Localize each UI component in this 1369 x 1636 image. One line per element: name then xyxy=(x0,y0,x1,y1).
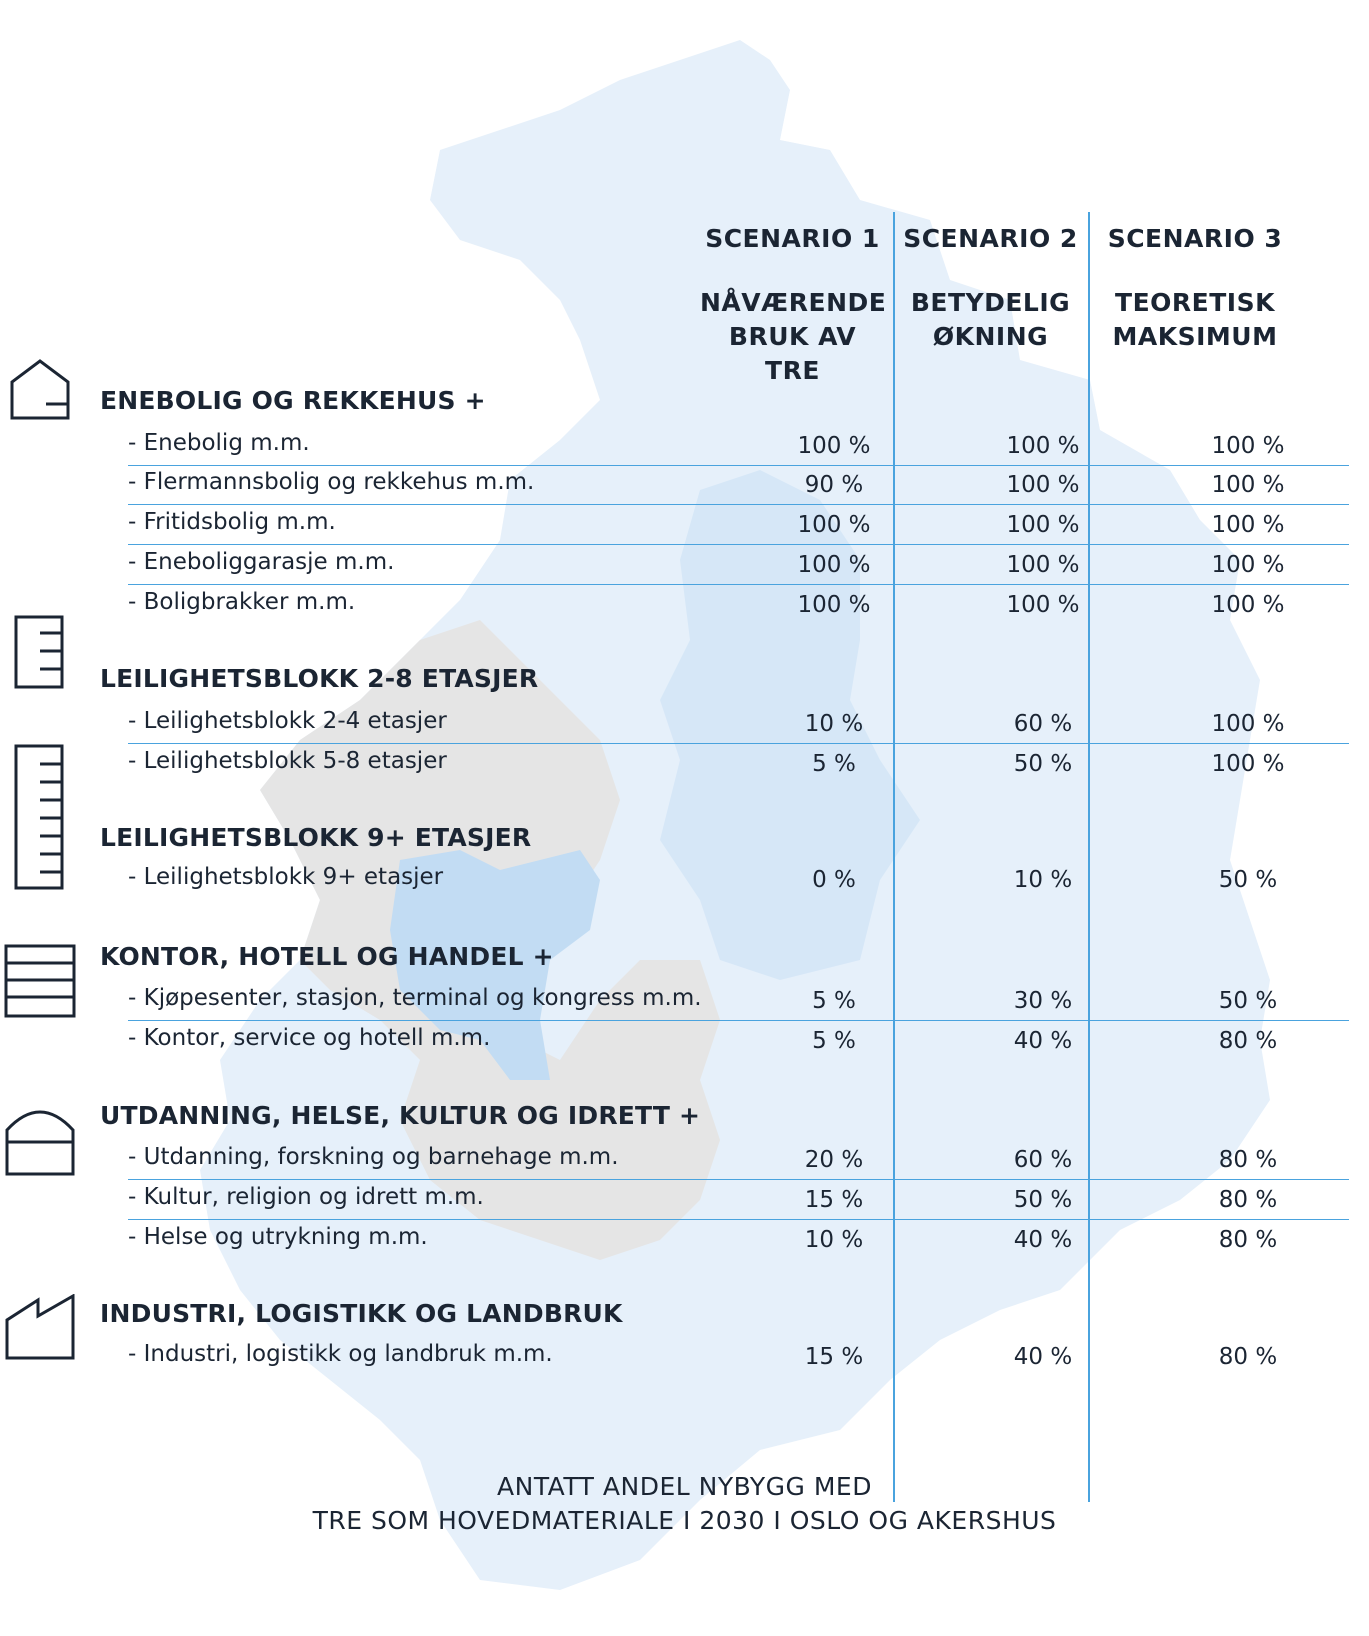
value-scenario-2: 60 % xyxy=(1013,1147,1073,1173)
table-row xyxy=(0,1019,1369,1061)
value-scenario-1: 100 % xyxy=(797,512,871,538)
table-row xyxy=(0,858,1369,900)
category-title-enebolig: ENEBOLIG OG REKKEHUS + xyxy=(100,386,486,415)
row-label: - Eneboliggarasje m.m. xyxy=(128,549,395,575)
house-icon xyxy=(8,358,72,420)
table-row xyxy=(0,742,1369,784)
value-scenario-3: 100 % xyxy=(1211,711,1285,737)
row-label: - Boligbrakker m.m. xyxy=(128,589,356,615)
row-label: - Industri, logistikk og landbruk m.m. xyxy=(128,1341,553,1367)
header-scenario-2 xyxy=(898,224,1083,354)
category-title-utdanning: UTDANNING, HELSE, KULTUR OG IDRETT + xyxy=(100,1101,701,1130)
table-row xyxy=(0,1138,1369,1180)
scenario-3-subtitle: TEORETISK MAKSIMUM xyxy=(1112,288,1278,351)
value-scenario-2: 100 % xyxy=(1006,433,1080,459)
row-label: - Leilighetsblokk 2-4 etasjer xyxy=(128,708,447,734)
table-row xyxy=(0,1335,1369,1377)
scenario-1-title: SCENARIO 1 xyxy=(705,224,880,253)
header-scenario-1 xyxy=(700,224,885,388)
table-row xyxy=(0,1218,1369,1260)
value-scenario-1: 0 % xyxy=(812,867,856,893)
value-scenario-1: 20 % xyxy=(804,1147,864,1173)
value-scenario-1: 100 % xyxy=(797,433,871,459)
scenario-1-subtitle: NÅVÆRENDE BRUK AV TRE xyxy=(700,288,887,385)
value-scenario-3: 100 % xyxy=(1211,592,1285,618)
value-scenario-2: 100 % xyxy=(1006,472,1080,498)
category-title-kontor: KONTOR, HOTELL OG HANDEL + xyxy=(100,942,554,971)
value-scenario-2: 40 % xyxy=(1013,1028,1073,1054)
value-scenario-1: 10 % xyxy=(804,1227,864,1253)
value-scenario-3: 100 % xyxy=(1211,512,1285,538)
row-label: - Leilighetsblokk 5-8 etasjer xyxy=(128,748,447,774)
row-label: - Fritidsbolig m.m. xyxy=(128,509,336,535)
header-scenario-3 xyxy=(1100,224,1290,354)
value-scenario-1: 5 % xyxy=(812,751,856,777)
value-scenario-3: 100 % xyxy=(1211,552,1285,578)
apartment-block-icon xyxy=(8,615,68,689)
scenario-2-subtitle: BETYDELIG ØKNING xyxy=(910,288,1071,351)
value-scenario-1: 100 % xyxy=(797,552,871,578)
value-scenario-3: 80 % xyxy=(1218,1227,1278,1253)
row-label: - Helse og utrykning m.m. xyxy=(128,1224,428,1250)
value-scenario-1: 5 % xyxy=(812,1028,856,1054)
value-scenario-3: 80 % xyxy=(1218,1147,1278,1173)
value-scenario-3: 80 % xyxy=(1218,1187,1278,1213)
value-scenario-2: 100 % xyxy=(1006,512,1080,538)
value-scenario-3: 80 % xyxy=(1218,1028,1278,1054)
value-scenario-1: 15 % xyxy=(804,1187,864,1213)
table-row xyxy=(0,1178,1369,1220)
row-label: - Kultur, religion og idrett m.m. xyxy=(128,1184,484,1210)
row-label: - Utdanning, forskning og barnehage m.m. xyxy=(128,1144,619,1170)
value-scenario-3: 50 % xyxy=(1218,988,1278,1014)
table-row xyxy=(0,463,1369,505)
value-scenario-2: 40 % xyxy=(1013,1344,1073,1370)
row-label: - Enebolig m.m. xyxy=(128,430,310,456)
caption-line-2: TRE SOM HOVEDMATERIALE I 2030 I OSLO OG AKERSHUS xyxy=(312,1506,1057,1535)
value-scenario-1: 90 % xyxy=(804,472,864,498)
value-scenario-2: 50 % xyxy=(1013,1187,1073,1213)
value-scenario-1: 100 % xyxy=(797,592,871,618)
value-scenario-3: 100 % xyxy=(1211,433,1285,459)
value-scenario-1: 10 % xyxy=(804,711,864,737)
value-scenario-3: 50 % xyxy=(1218,867,1278,893)
value-scenario-2: 40 % xyxy=(1013,1227,1073,1253)
table-row xyxy=(0,702,1369,744)
caption-line-1: ANTATT ANDEL NYBYGG MED xyxy=(497,1472,872,1501)
row-label: - Kjøpesenter, stasjon, terminal og kongress m.m. xyxy=(128,985,702,1011)
row-label: - Leilighetsblokk 9+ etasjer xyxy=(128,864,444,890)
value-scenario-2: 60 % xyxy=(1013,711,1073,737)
table-row xyxy=(0,979,1369,1021)
column-divider-1 xyxy=(893,212,895,1502)
scenario-3-title: SCENARIO 3 xyxy=(1107,224,1283,253)
value-scenario-2: 30 % xyxy=(1013,988,1073,1014)
value-scenario-2: 50 % xyxy=(1013,751,1073,777)
table-row xyxy=(0,583,1369,625)
value-scenario-3: 100 % xyxy=(1211,472,1285,498)
category-title-leilighetsblokk-2-8: LEILIGHETSBLOKK 2-8 ETASJER xyxy=(100,664,539,693)
value-scenario-2: 10 % xyxy=(1013,867,1073,893)
table-row xyxy=(0,543,1369,585)
value-scenario-1: 5 % xyxy=(812,988,856,1014)
value-scenario-2: 100 % xyxy=(1006,592,1080,618)
row-label: - Kontor, service og hotell m.m. xyxy=(128,1025,491,1051)
value-scenario-1: 15 % xyxy=(804,1344,864,1370)
column-divider-2 xyxy=(1088,212,1090,1502)
category-title-industri: INDUSTRI, LOGISTIKK OG LANDBRUK xyxy=(100,1299,623,1328)
value-scenario-3: 80 % xyxy=(1218,1344,1278,1370)
category-title-leilighetsblokk-9: LEILIGHETSBLOKK 9+ ETASJER xyxy=(100,823,532,852)
scenario-2-title: SCENARIO 2 xyxy=(903,224,1078,253)
table-row xyxy=(0,424,1369,466)
table-row xyxy=(0,503,1369,545)
row-label: - Flermannsbolig og rekkehus m.m. xyxy=(128,469,535,495)
value-scenario-2: 100 % xyxy=(1006,552,1080,578)
value-scenario-3: 100 % xyxy=(1211,751,1285,777)
